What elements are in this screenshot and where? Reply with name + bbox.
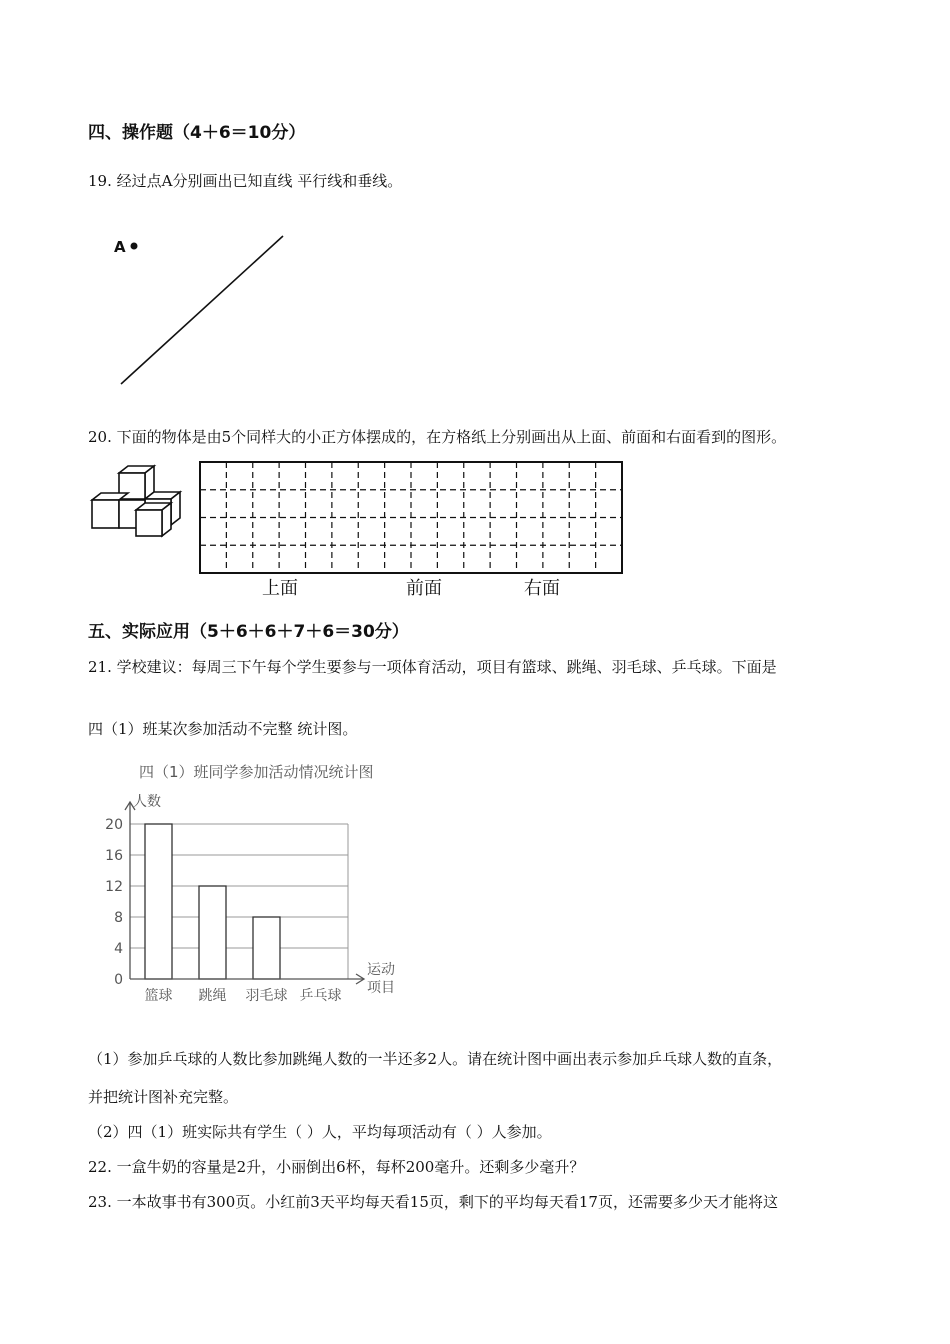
- chart-bars: [145, 824, 280, 979]
- question-19: 19. 经过点A分别画出已知直线 平行线和垂线。: [88, 172, 403, 190]
- sub-question-2: （2）四（1）班实际共有学生（ ）人，平均每项活动有（ ）人参加。: [88, 1123, 552, 1141]
- chart-title: 四（1）班同学参加活动情况统计图: [139, 763, 374, 781]
- grid-label-front: 前面: [406, 578, 442, 599]
- question-20: 20. 下面的物体是由5个同样大的小正方体摆成的，在方格纸上分别画出从上面、前面和右面看到的图形。: [88, 428, 787, 446]
- bar: [145, 824, 172, 979]
- y-tick-label: 8: [114, 910, 123, 926]
- grid-label-right: 右面: [524, 578, 560, 599]
- point-a: [131, 243, 138, 250]
- y-tick-label: 20: [105, 817, 123, 833]
- bar: [199, 886, 226, 979]
- bar-chart: [95, 758, 415, 1008]
- given-line: [121, 236, 283, 384]
- x-axis-label-line-1: 运动: [367, 962, 395, 978]
- y-tick-label: 12: [105, 879, 123, 895]
- section-4-title: 四、操作题（4＋6＝10分）: [88, 123, 306, 143]
- grid-label-top: 上面: [262, 578, 298, 599]
- sub-question-1-line-2: 并把统计图补充完整。: [88, 1088, 239, 1106]
- sub-question-1-line-1: （1）参加乒乓球的人数比参加跳绳人数的一半还多2人。请在统计图中画出表示参加乒乓球人数的直条，: [88, 1050, 783, 1068]
- bar: [253, 917, 280, 979]
- cubes-figure: [88, 462, 188, 542]
- question-21-line-1: 21. 学校建议：每周三下午每个学生要参与一项体育活动，项目有篮球、跳绳、羽毛球、乒乓球。下面是: [88, 658, 777, 676]
- question-21-line-2: 四（1）班某次参加活动不完整 统计图。: [88, 720, 358, 738]
- point-a-label: A: [114, 238, 126, 256]
- y-tick-labels: [105, 817, 123, 988]
- x-tick-labels: [145, 988, 342, 1004]
- x-tick-label: 篮球: [144, 988, 173, 1004]
- y-tick-label: 4: [114, 941, 123, 957]
- y-tick-label: 0: [114, 972, 123, 988]
- section-5-title: 五、实际应用（5＋6＋6＋7＋6＝30分）: [88, 622, 409, 642]
- q19-figure: [100, 225, 300, 395]
- y-axis-label: 人数: [133, 794, 161, 810]
- question-22: 22. 一盒牛奶的容量是2升，小丽倒出6杯，每杯200毫升。还剩多少毫升？: [88, 1158, 585, 1176]
- x-tick-label: 跳绳: [198, 988, 227, 1004]
- x-tick-label: 乒乓球: [299, 988, 342, 1004]
- grid-paper: [198, 460, 628, 575]
- x-axis-label-line-2: 项目: [367, 980, 395, 996]
- question-23: 23. 一本故事书有300页。小红前3天平均每天看15页，剩下的平均每天看17页，还需要多少天才能将这: [88, 1193, 778, 1211]
- x-tick-label: 羽毛球: [245, 988, 288, 1004]
- y-tick-label: 16: [105, 848, 123, 864]
